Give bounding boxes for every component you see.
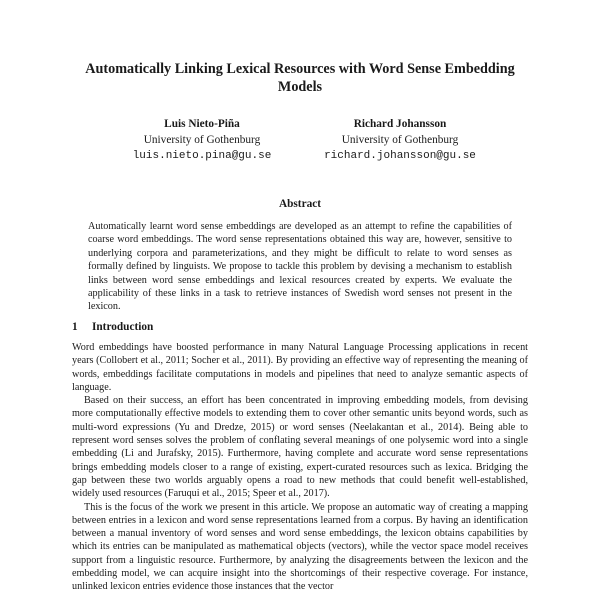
section-heading — [72, 321, 153, 333]
section-number: 1 — [72, 321, 78, 333]
author-name: Richard Johansson — [353, 118, 447, 130]
author-name: Luis Nieto-Piña — [164, 118, 240, 130]
paragraph: Based on their success, an effort has been concentrated in improving embedding models, from devising more computationally effective models to extending them to cover other semantic units beyond words, such as multi-word expressions (Yu and Dredze, 2015) or word senses (Neelakantan et al., 2014). Being able to represent word senses solves the problem of conflating several meanings of one polysemic word into a single embedding (Li and Jurafsky, 2015). Furthermore, having complete and accurate word sense representations brings embedding models closer to a range of existing, expert-curated resources such as lexica. Bridging the gap between these two worlds arguably opens a road to new methods that could benefit well-established, widely used resources (Faruqui et al., 2015; Speer et al., 2017). — [72, 395, 528, 500]
author-block-2 — [310, 116, 490, 164]
author-email: luis.nieto.pina@gu.se — [132, 150, 272, 162]
body-text — [72, 341, 528, 594]
abstract-heading: Abstract — [278, 198, 322, 210]
author-affiliation: University of Gothenburg — [341, 134, 459, 146]
paper-title: Automatically Linking Lexical Resources with Word Sense Embedding Models — [85, 61, 515, 95]
abstract-text: Automatically learnt word sense embeddings are developed as an attempt to refine the capabilities of coarse word embeddings. The word sense representations obtained this way are, however, sensitive to underlying corpora and parameterizations, and they might be difficult to relate to word senses as formally defined by linguists. We propose to tackle this problem by devising a mechanism to establish links between word sense embeddings and lexical resources created by experts. We evaluate the applicability of these links in a task to retrieve instances of Swedish word senses not present in the lexicon. — [88, 221, 512, 313]
author-block-1 — [112, 116, 292, 164]
author-email: richard.johansson@gu.se — [324, 150, 476, 162]
paragraph: Word embeddings have boosted performance in many Natural Language Processing applications in recent years (Collobert et al., 2011; Socher et al., 2011). By providing an effective way of representing the meaning of words, embeddings facilitate computations in models and pipelines that need to analyze semantic aspects of language. — [72, 342, 528, 393]
section-title: Introduction — [92, 321, 154, 333]
author-affiliation: University of Gothenburg — [143, 134, 261, 146]
paragraph: This is the focus of the work we present in this article. We propose an automatic way of creating a mapping between entries in a lexicon and word sense representations learned from a corpus. By having an identification between a manual inventory of word senses and word sense embeddings, the lexicon obtains capabilities by which its entries can be manipulated as mathematical objects (vectors), while the vector space model receives support from a linguistic resource. Furthermore, by analyzing the disagreements between the lexicon and the embedding model, we can acquire insight into the shortcomings of their respective coverage. For instance, unlinked lexicon entries evidence those instances that the vector — [72, 501, 528, 593]
